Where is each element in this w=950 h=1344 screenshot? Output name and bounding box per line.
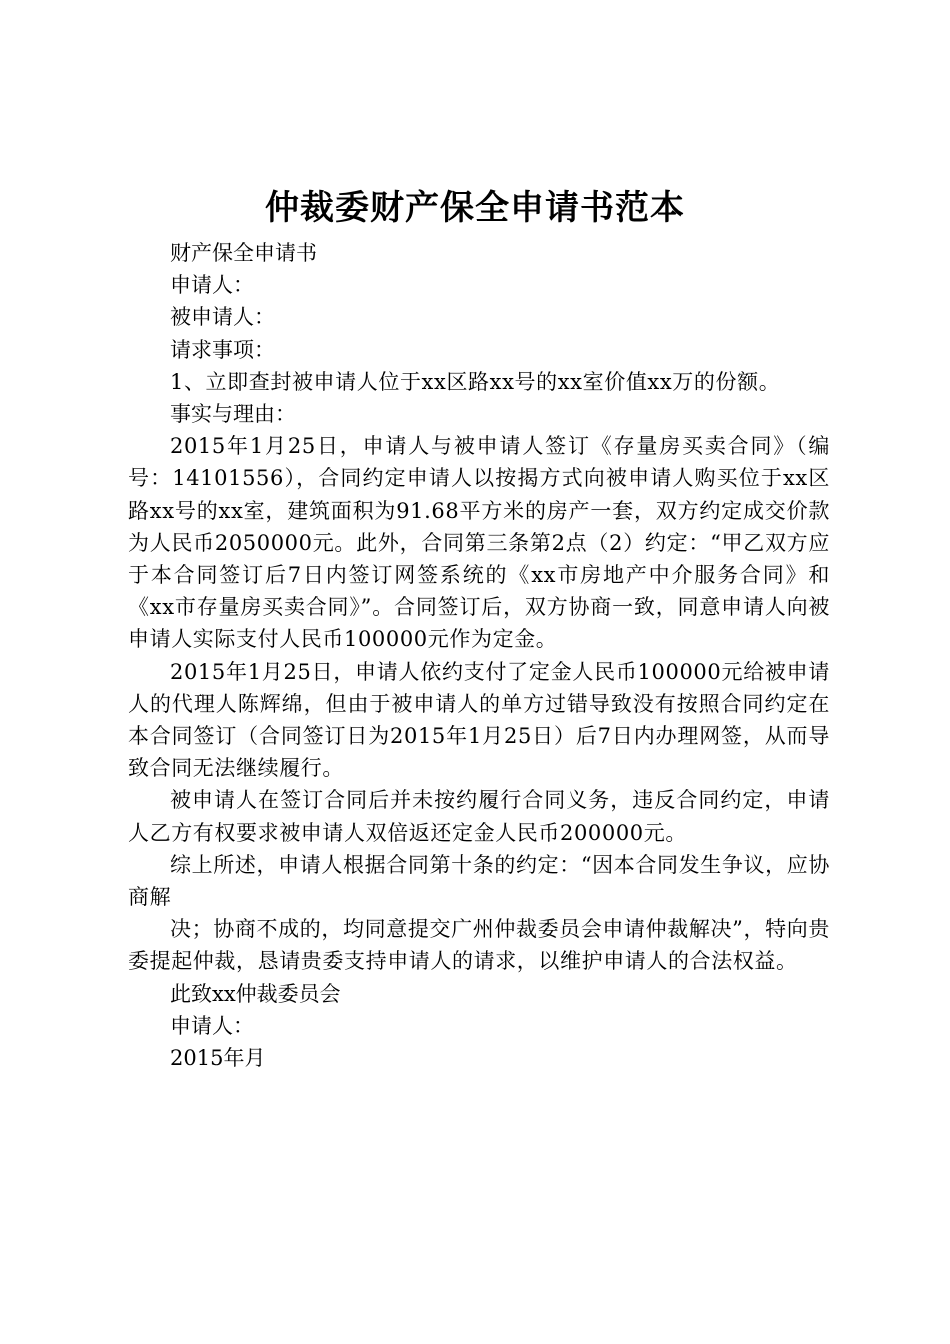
document-body [128,237,830,1074]
closing-salutation: 此致xx仲裁委员会 [170,981,341,1006]
facts-paragraph-1: 2015年1月25日，申请人与被申请人签订《存量房买卖合同》（编号：14101556），合同约定申请人以按揭方式向被申请人购买位于xx区路xx号的xx室，建筑面积为91.68平方米的房产一套，双方约定成交价款为人民币2050000元。此外，合同第三条第2点（2）约定：“甲乙双方应于本合同签订后7日内签订网签系统的《xx市房地产中介服务合同》和《xx市存量房买卖合同》”。合同签订后，双方协商一致，同意申请人向被申请人实际支付人民币100000元作为定金。 [128,434,830,652]
facts-paragraph-4: 综上所述，申请人根据合同第十条的约定：“因本合同发生争议，应协商解 [128,852,830,910]
signature-applicant: 申请人： [170,1013,254,1038]
facts-paragraph-2: 2015年1月25日，申请人依约支付了定金人民币100000元给被申请人的代理人陈辉绵，但由于被申请人的单方过错导致没有按照合同约定在本合同签订（合同签订日为2015年1月25日）后7日内办理网签，从而导致合同无法继续履行。 [128,659,830,781]
respondent-line: 被申请人： [170,305,275,330]
signature-date: 2015年月 [170,1046,266,1071]
heading-application: 财产保全申请书 [170,241,317,265]
facts-paragraph-5: 决；协商不成的，均同意提交广州仲裁委员会申请仲裁解决”，特向贵委提起仲裁，恳请贵委支持申请人的请求，以维护申请人的合法权益。 [128,917,830,974]
facts-heading: 事实与理由： [170,402,296,427]
claims-heading: 请求事项： [170,337,275,362]
facts-paragraph-3: 被申请人在签订合同后并未按约履行合同义务，违反合同约定，申请人乙方有权要求被申请人双倍返还定金人民币200000元。 [128,788,830,845]
applicant-line: 申请人： [170,273,254,298]
document-title: 仲裁委财产保全申请书范本 [265,188,685,228]
claim-item-1: 1、立即查封被申请人位于xx区路xx号的xx室价值xx万的份额。 [170,369,781,394]
